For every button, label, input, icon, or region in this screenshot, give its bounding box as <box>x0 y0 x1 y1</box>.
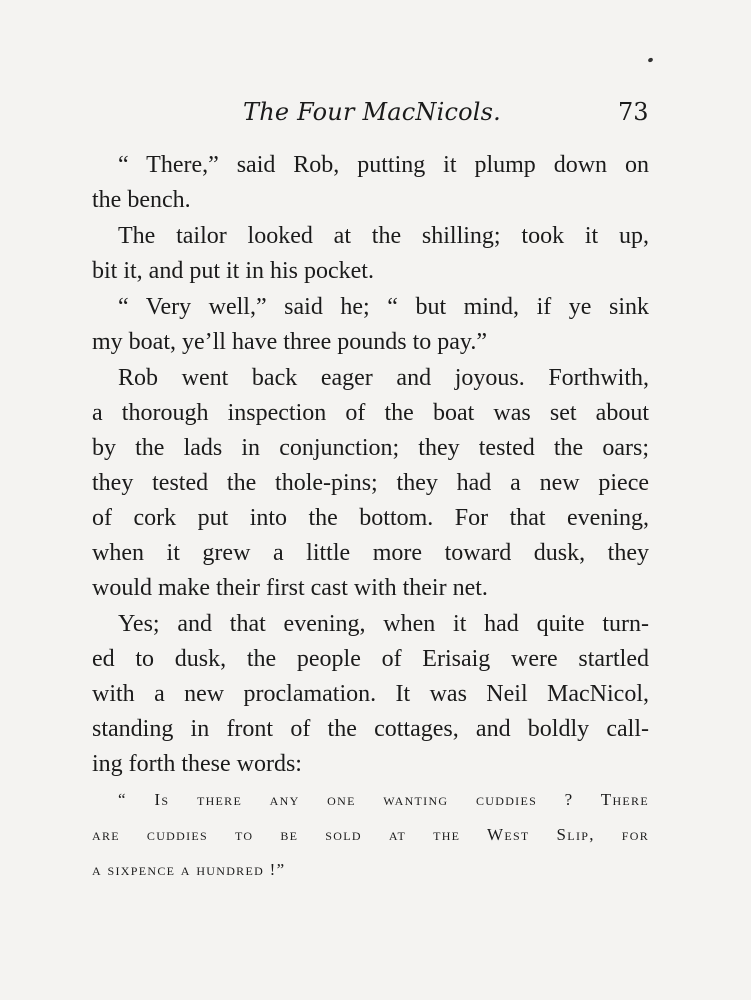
page-header <box>0 98 751 138</box>
text-line: my boat, ye’ll have three pounds to pay.” <box>92 329 487 355</box>
text-line: “ There,” said Rob, putting it plump down on <box>118 152 649 178</box>
text-line: they tested the thole-pins; they had a new piece <box>92 470 649 496</box>
text-line: “ Very well,” said he; “ but mind, if ye sink <box>118 294 649 320</box>
text-line: would make their first cast with their net. <box>92 575 488 601</box>
text-line: by the lads in conjunction; they tested the oars; <box>92 435 649 461</box>
text-line: ed to dusk, the people of Erisaig were startled <box>92 646 649 672</box>
text-line: bit it, and put it in his pocket. <box>92 258 374 284</box>
text-line: of cork put into the bottom. For that evening, <box>92 505 649 531</box>
text-line: Rob went back eager and joyous. Forthwith, <box>118 365 649 391</box>
proclamation-line: “ Is there any one wanting cuddies ? There <box>118 790 649 809</box>
text-line: a thorough inspection of the boat was set about <box>92 400 649 426</box>
body-text <box>92 148 649 887</box>
page-number: 73 <box>618 98 649 126</box>
running-title: The Four MacNicols. <box>243 98 501 126</box>
proclamation-line: a sixpence a hundred !” <box>92 860 286 879</box>
proclamation-line: are cuddies to be sold at the West Slip, for <box>92 825 649 844</box>
text-line: The tailor looked at the shilling; took it up, <box>118 223 649 249</box>
text-line: with a new proclamation. It was Neil MacNicol, <box>92 681 649 707</box>
text-line: the bench. <box>92 187 191 213</box>
text-line: standing in front of the cottages, and boldly call- <box>92 716 649 742</box>
ink-speck <box>647 57 653 63</box>
text-line: when it grew a little more toward dusk, they <box>92 540 649 566</box>
text-line: Yes; and that evening, when it had quite turn- <box>118 611 649 637</box>
text-line: ing forth these words: <box>92 751 302 777</box>
